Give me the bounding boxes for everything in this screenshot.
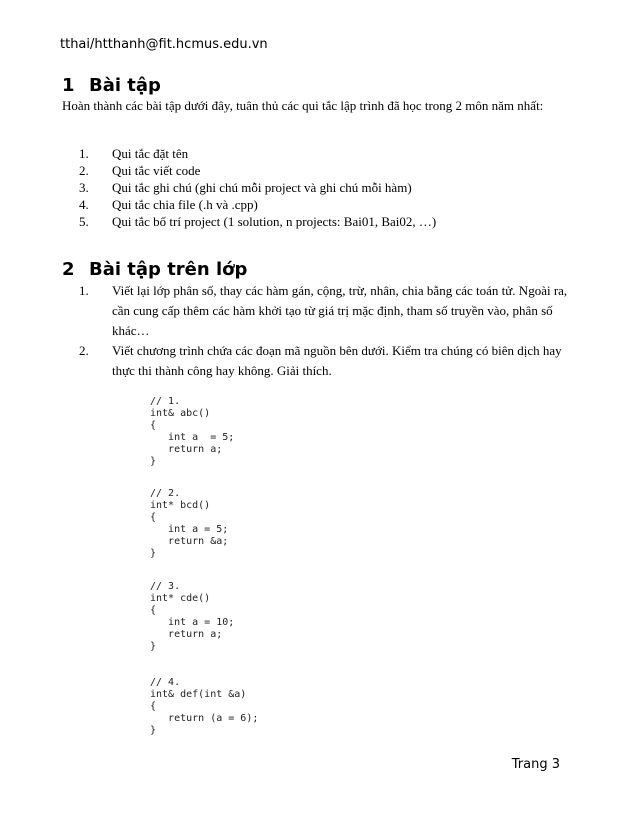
section-1-rules-list: [79, 145, 436, 230]
page-number: Trang 3: [511, 757, 560, 772]
section-1-title: Bài tập: [89, 75, 161, 96]
code-block-1: // 1. int& abc() { int a = 5; return a; }: [150, 396, 235, 467]
section-1-intro: Hoàn thành các bài tập dưới đây, tuân thủ các qui tắc lập trình đã học trong 2 môn năm nhất:: [62, 98, 544, 113]
section-2-heading: [62, 259, 247, 280]
section-2-exercise-list: [79, 281, 569, 381]
code-block-3: // 3. int* cde() { int a = 10; return a; }: [150, 581, 235, 652]
list-item: 2. Qui tắc viết code: [79, 163, 201, 178]
list-item: 1. Qui tắc đặt tên: [79, 146, 189, 161]
code-block-4: // 4. int& def(int &a) { return (a = 6); }: [150, 677, 259, 736]
list-item: 5. Qui tắc bố trí project (1 solution, n projects: Bai01, Bai02, …): [79, 214, 437, 229]
code-block-2: // 2. int* bcd() { int a = 5; return &a; }: [150, 488, 229, 559]
section-1-heading: [62, 75, 161, 96]
list-item: 2. Viết chương trình chứa các đoạn mã nguồn bên dưới. Kiểm tra chúng có biên dịch hay thực thi thành công hay không. Giải thích.: [79, 343, 562, 378]
header-email: tthai/htthanh@fit.hcmus.edu.vn: [60, 37, 268, 52]
section-2-title: Bài tập trên lớp: [89, 259, 248, 280]
section-1-number: 1: [62, 75, 75, 96]
list-item: 1. Viết lại lớp phân số, thay các hàm gán, cộng, trừ, nhân, chia bằng các toán tử. Ngoài ra, cần cung cấp thêm các hàm khởi tạo từ giá trị mặc định, tham số truyền vào, phân số khác…: [79, 283, 568, 338]
list-item: 3. Qui tắc ghi chú (ghi chú mỗi project và ghi chú mỗi hàm): [79, 180, 412, 195]
list-item: 4. Qui tắc chia file (.h và .cpp): [79, 197, 258, 212]
section-2-number: 2: [62, 259, 75, 280]
